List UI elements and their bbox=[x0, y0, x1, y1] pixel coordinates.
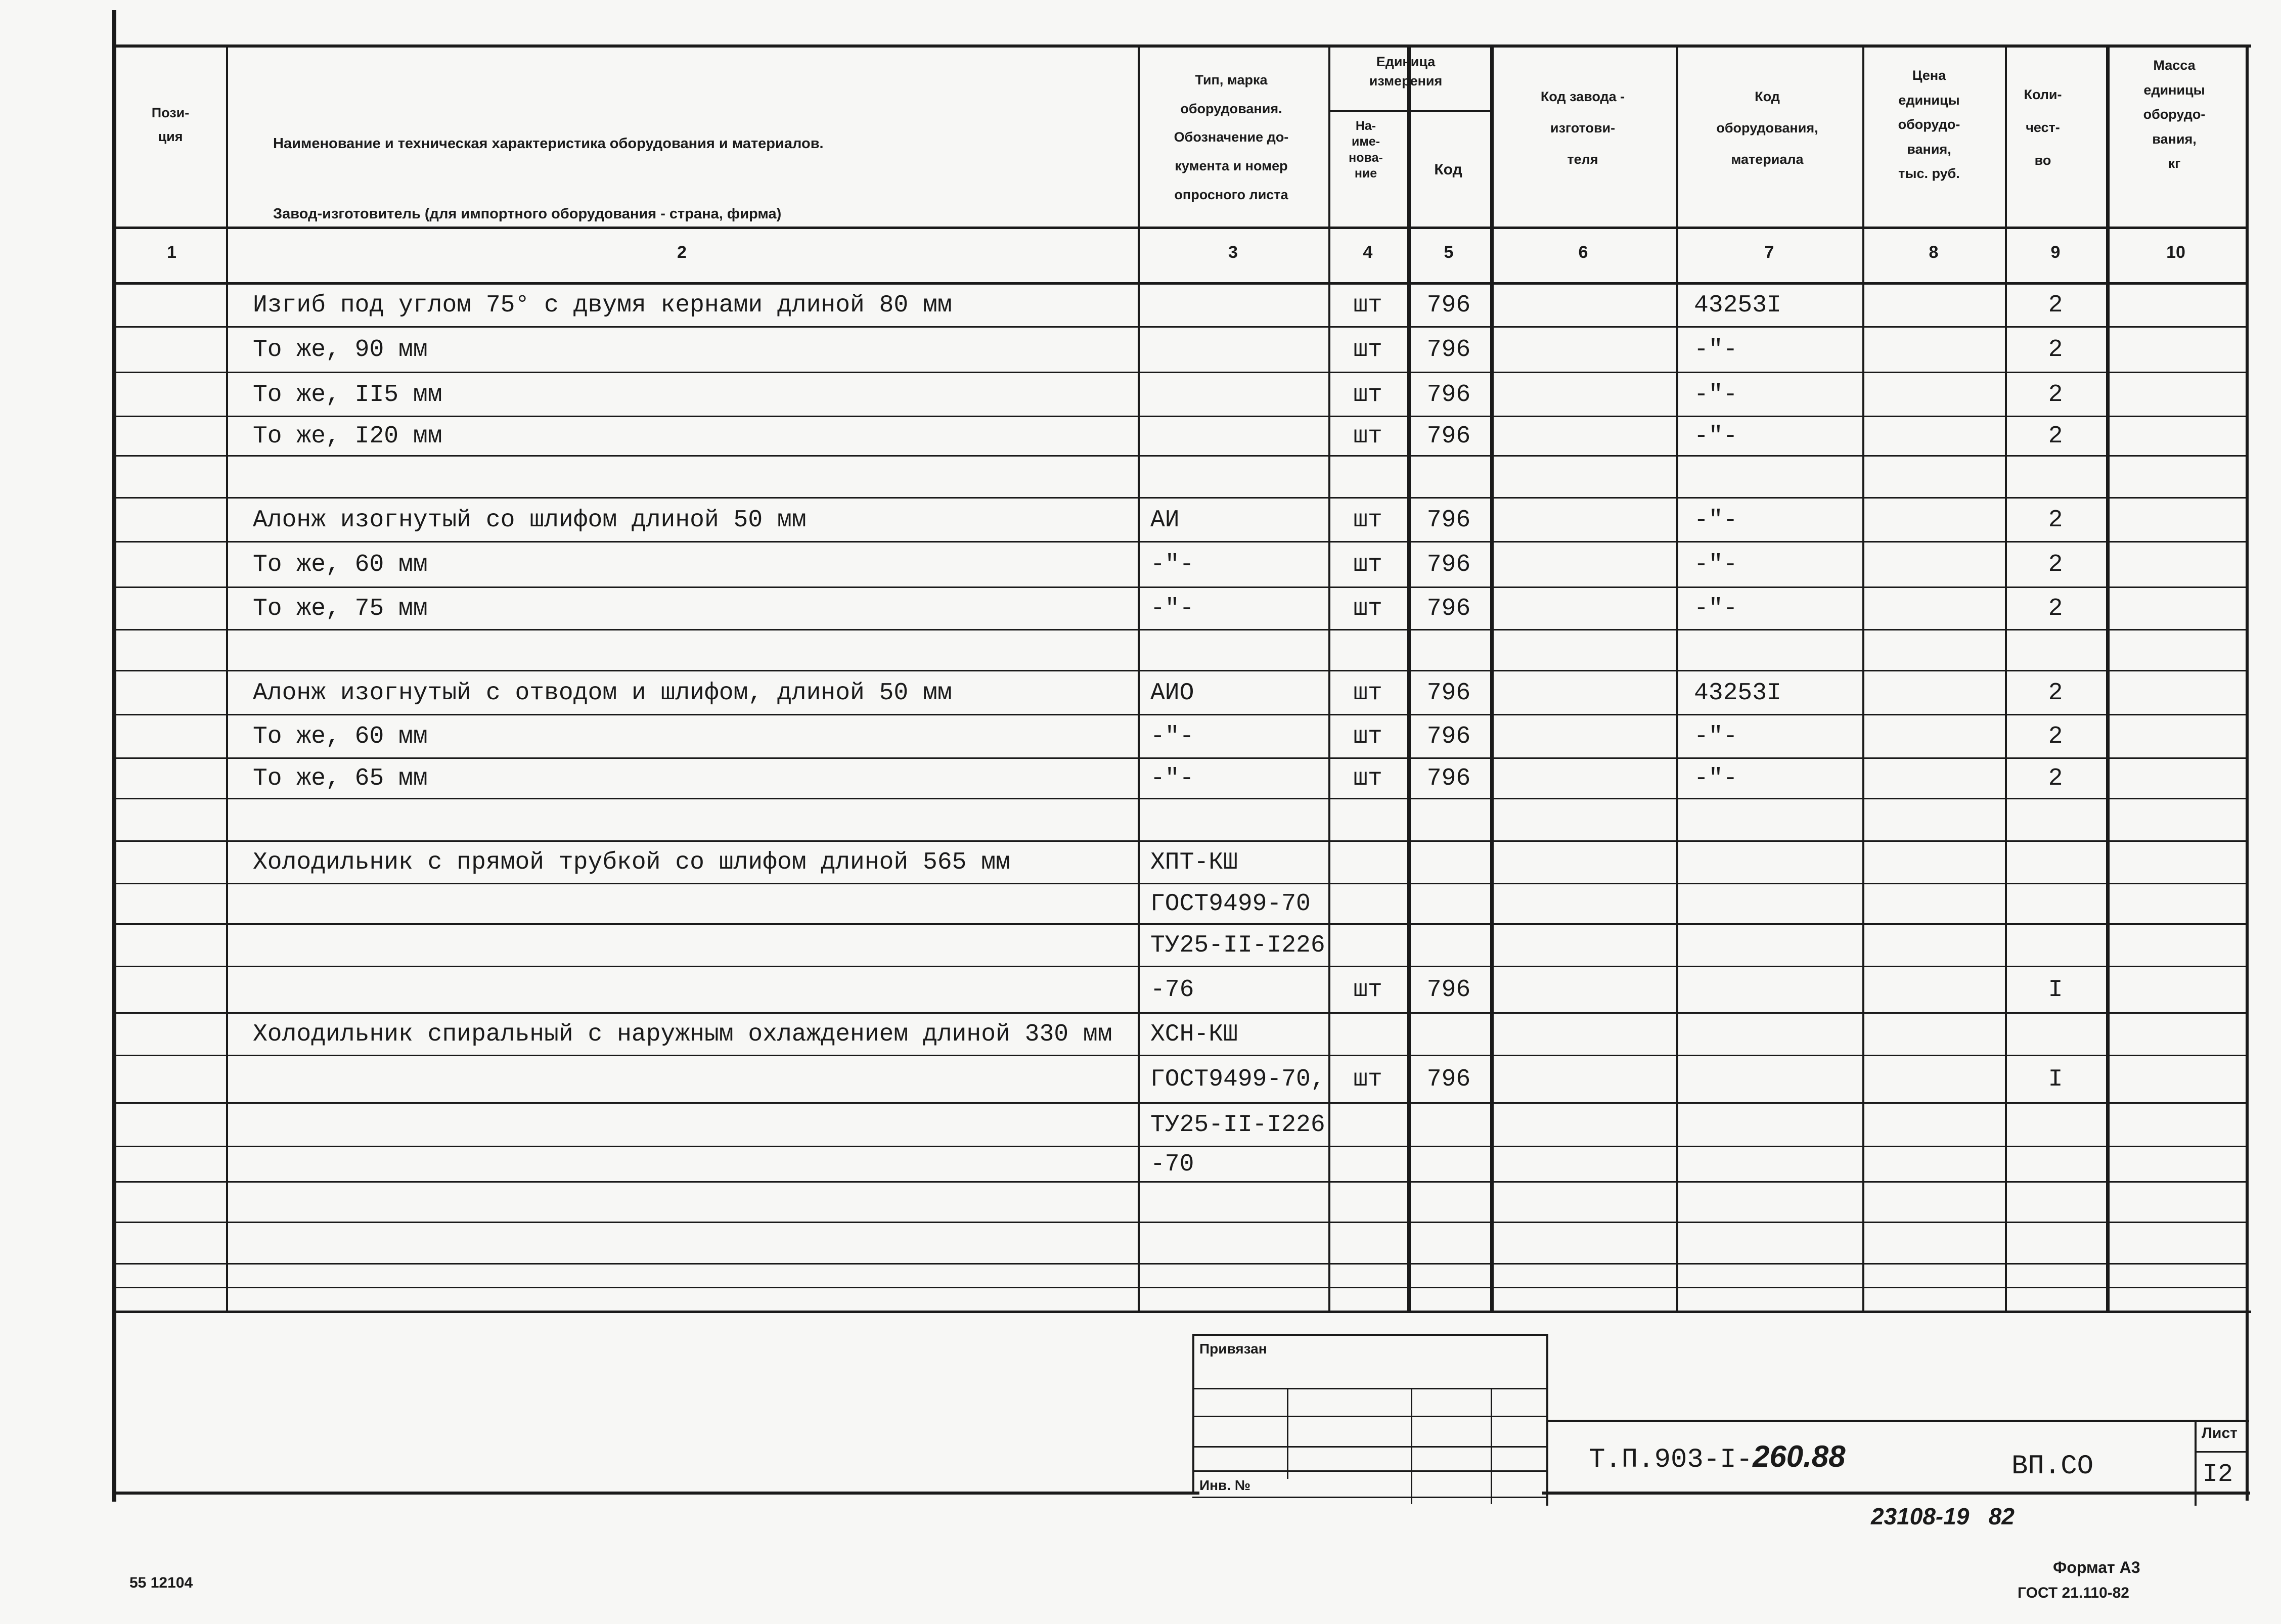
row-divider bbox=[116, 923, 2246, 925]
row-divider bbox=[116, 497, 2246, 499]
stamp-inv-no: Инв. № bbox=[1199, 1477, 1251, 1493]
header-quantity: Коли- чест- во bbox=[2024, 87, 2062, 168]
row-quantity: 2 bbox=[2048, 336, 2063, 364]
row-name: То же, I20 мм bbox=[253, 423, 442, 450]
row-unit: шт bbox=[1353, 291, 1382, 319]
row-divider bbox=[116, 1012, 2246, 1014]
stamp-line bbox=[1192, 1497, 1546, 1498]
row-type: АИО bbox=[1150, 679, 1194, 707]
row-unit-code: 796 bbox=[1426, 723, 1471, 750]
archive-number bbox=[1871, 1503, 2015, 1530]
row-divider bbox=[116, 966, 2246, 967]
row-divider bbox=[116, 629, 2246, 630]
row-unit: шт bbox=[1353, 551, 1382, 578]
column-number: 1 bbox=[167, 243, 176, 262]
row-name: Холодильник спиральный с наружным охлаждением длиной 330 мм bbox=[253, 1021, 1112, 1048]
row-name: Холодильник с прямой трубкой со шлифом длиной 565 мм bbox=[253, 849, 1010, 876]
document-number-prefix: Т.П.903-I- bbox=[1589, 1445, 1753, 1475]
row-unit-code: 796 bbox=[1426, 423, 1471, 450]
format-label: Формат А3 bbox=[2053, 1558, 2140, 1576]
row-quantity: 2 bbox=[2048, 679, 2063, 707]
frame-right-border bbox=[2246, 44, 2249, 1501]
row-unit-code: 796 bbox=[1426, 1066, 1471, 1093]
header-price: Цена единицы оборудо- вания, тыс. руб. bbox=[1898, 68, 1960, 182]
column-number: 9 bbox=[2050, 243, 2061, 262]
row-name: То же, II5 мм bbox=[253, 381, 442, 409]
stamp-line bbox=[1491, 1388, 1492, 1504]
row-material-code: -"- bbox=[1694, 595, 1738, 622]
row-quantity: 2 bbox=[2048, 506, 2063, 534]
row-quantity: 2 bbox=[2048, 381, 2063, 409]
header-unit-code: Код bbox=[1434, 161, 1462, 178]
document-number bbox=[1589, 1439, 1846, 1475]
header-unit: Единица измерения bbox=[1369, 54, 1443, 88]
column-divider bbox=[1490, 44, 1494, 1311]
row-material-code: -"- bbox=[1694, 551, 1738, 578]
header-material-code: Код оборудования, материала bbox=[1716, 89, 1818, 167]
row-quantity: 2 bbox=[2048, 423, 2063, 450]
header-mass: Масса единицы оборудо- вания, кг bbox=[2143, 58, 2206, 171]
document-number-suffix: 260.88 bbox=[1753, 1439, 1846, 1473]
row-unit-code: 796 bbox=[1426, 381, 1471, 409]
row-divider bbox=[116, 670, 2246, 671]
row-type: ХСН-КШ bbox=[1150, 1021, 1238, 1048]
row-unit-code: 796 bbox=[1426, 291, 1471, 319]
row-divider bbox=[116, 757, 2246, 759]
row-material-code: -"- bbox=[1694, 336, 1738, 364]
row-unit-code: 796 bbox=[1426, 595, 1471, 622]
archive-number-value: 23108-19 bbox=[1871, 1503, 1970, 1529]
stamp-line bbox=[1192, 1446, 1546, 1448]
row-material-code: -"- bbox=[1694, 381, 1738, 409]
row-quantity: 2 bbox=[2048, 723, 2063, 750]
row-type: -76 bbox=[1150, 976, 1194, 1004]
header-unit-name: На- име- нова- ние bbox=[1349, 119, 1383, 181]
column-number: 10 bbox=[2166, 243, 2185, 262]
row-type: ТУ25-II-I226 bbox=[1150, 1111, 1325, 1139]
column-divider bbox=[1328, 44, 1330, 1311]
row-type: ТУ25-II-I226 bbox=[1150, 932, 1325, 959]
row-unit-code: 796 bbox=[1426, 765, 1471, 792]
row-divider bbox=[116, 798, 2246, 799]
row-divider bbox=[116, 541, 2246, 543]
header-position: Пози- ция bbox=[151, 105, 190, 145]
table-bottom-border bbox=[112, 1311, 2251, 1313]
row-unit: шт bbox=[1353, 336, 1382, 364]
row-name: То же, 65 мм bbox=[253, 765, 428, 792]
header-name bbox=[273, 91, 1133, 267]
row-name: То же, 60 мм bbox=[253, 723, 428, 750]
row-unit: шт bbox=[1353, 765, 1382, 792]
print-code: 55 12104 bbox=[129, 1574, 193, 1591]
frame-bottom-border bbox=[1542, 1492, 2250, 1495]
row-unit: шт bbox=[1353, 679, 1382, 707]
stamp-line bbox=[1192, 1470, 1546, 1472]
row-material-code: -"- bbox=[1694, 506, 1738, 534]
row-unit-code: 796 bbox=[1426, 551, 1471, 578]
row-type: ХПТ-КШ bbox=[1150, 849, 1238, 876]
row-divider bbox=[116, 372, 2246, 373]
column-number: 4 bbox=[1363, 243, 1373, 262]
row-name: То же, 90 мм bbox=[253, 336, 428, 364]
row-type: -70 bbox=[1150, 1151, 1194, 1178]
row-material-code: 43253I bbox=[1694, 679, 1781, 707]
row-unit-code: 796 bbox=[1426, 506, 1471, 534]
row-divider bbox=[116, 416, 2246, 417]
column-divider bbox=[226, 44, 228, 1311]
frame-bottom-border bbox=[112, 1492, 1199, 1495]
row-quantity: 2 bbox=[2048, 291, 2063, 319]
column-number: 6 bbox=[1578, 243, 1588, 262]
row-type: -"- bbox=[1150, 765, 1194, 792]
stamp-line bbox=[2195, 1420, 2197, 1506]
row-divider bbox=[116, 1181, 2246, 1183]
stamp-line bbox=[1546, 1420, 2249, 1422]
row-divider bbox=[116, 1222, 2246, 1223]
header-name-line2: Завод-изготовитель (для импортного оборудования - страна, фирма) bbox=[273, 205, 782, 222]
stamp-line bbox=[1192, 1334, 1546, 1336]
unit-subheader-line bbox=[1328, 110, 1490, 112]
row-divider bbox=[116, 1102, 2246, 1104]
frame-top-border bbox=[112, 44, 2251, 48]
row-unit: шт bbox=[1353, 723, 1382, 750]
row-divider bbox=[116, 714, 2246, 715]
frame-left-border bbox=[112, 10, 116, 1502]
row-divider bbox=[116, 840, 2246, 842]
row-type: -"- bbox=[1150, 723, 1194, 750]
row-unit: шт bbox=[1353, 595, 1382, 622]
row-divider bbox=[116, 1263, 2246, 1265]
row-name: Алонж изогнутый с отводом и шлифом, длиной 50 мм bbox=[253, 679, 952, 707]
column-divider bbox=[2106, 44, 2110, 1311]
row-type: -"- bbox=[1150, 551, 1194, 578]
row-quantity: 2 bbox=[2048, 551, 2063, 578]
row-quantity: I bbox=[2048, 1066, 2063, 1093]
row-name: То же, 75 мм bbox=[253, 595, 428, 622]
row-type: АИ bbox=[1150, 506, 1180, 534]
row-type: -"- bbox=[1150, 595, 1194, 622]
column-number: 7 bbox=[1764, 243, 1774, 262]
gost-label: ГОСТ 21.110-82 bbox=[2018, 1585, 2129, 1601]
column-number: 8 bbox=[1929, 243, 1939, 262]
row-quantity: 2 bbox=[2048, 595, 2063, 622]
sheet-number: I2 bbox=[2203, 1460, 2233, 1489]
stamp-privyazan: Привязан bbox=[1199, 1341, 1267, 1357]
row-name: То же, 60 мм bbox=[253, 551, 428, 578]
row-material-code: -"- bbox=[1694, 765, 1738, 792]
column-divider bbox=[1676, 44, 1678, 1311]
stamp-line bbox=[1287, 1388, 1288, 1479]
stamp-line bbox=[2195, 1451, 2248, 1453]
row-unit: шт bbox=[1353, 506, 1382, 534]
row-unit: шт bbox=[1353, 381, 1382, 409]
header-type: Тип, марка оборудования. Обозначение до- кумента и номер опросного листа bbox=[1174, 72, 1289, 202]
stamp-line bbox=[1192, 1416, 1546, 1417]
column-divider bbox=[1138, 44, 1140, 1311]
sheet-code: ВП.СО bbox=[2011, 1451, 2094, 1482]
stamp-line bbox=[1192, 1388, 1546, 1389]
column-divider bbox=[1862, 44, 1864, 1311]
sheet-label: Лист bbox=[2202, 1425, 2238, 1441]
row-type: ГОСТ9499-70 bbox=[1150, 890, 1311, 918]
row-quantity: I bbox=[2048, 976, 2063, 1004]
row-unit: шт bbox=[1353, 423, 1382, 450]
archive-page: 82 bbox=[1988, 1503, 2015, 1529]
row-divider bbox=[116, 455, 2246, 457]
stamp-line bbox=[1192, 1334, 1194, 1492]
column-number: 2 bbox=[677, 243, 687, 262]
row-material-code: -"- bbox=[1694, 723, 1738, 750]
row-name: Алонж изогнутый со шлифом длиной 50 мм bbox=[253, 506, 807, 534]
row-type: ГОСТ9499-70, bbox=[1150, 1066, 1325, 1093]
row-unit: шт bbox=[1353, 976, 1382, 1004]
row-unit-code: 796 bbox=[1426, 679, 1471, 707]
row-material-code: 43253I bbox=[1694, 291, 1781, 319]
row-divider bbox=[116, 1146, 2246, 1147]
column-number: 5 bbox=[1444, 243, 1454, 262]
row-material-code: -"- bbox=[1694, 423, 1738, 450]
row-divider bbox=[116, 326, 2246, 328]
header-name-line1: Наименование и техническая характеристика оборудования и материалов. bbox=[273, 135, 824, 152]
number-row-bottom-line bbox=[116, 282, 2246, 285]
row-name: Изгиб под углом 75° с двумя кернами длиной 80 мм bbox=[253, 291, 952, 319]
row-unit: шт bbox=[1353, 1066, 1382, 1093]
row-quantity: 2 bbox=[2048, 765, 2063, 792]
column-divider bbox=[2005, 44, 2007, 1311]
row-unit-code: 796 bbox=[1426, 976, 1471, 1004]
row-divider bbox=[116, 587, 2246, 588]
header-factory-code: Код завода - изготови- теля bbox=[1540, 89, 1625, 167]
stamp-line bbox=[1411, 1388, 1412, 1504]
row-divider bbox=[116, 1287, 2246, 1288]
column-divider bbox=[1407, 44, 1411, 1311]
row-unit-code: 796 bbox=[1426, 336, 1471, 364]
row-divider bbox=[116, 883, 2246, 884]
row-divider bbox=[116, 1055, 2246, 1056]
column-number: 3 bbox=[1228, 243, 1238, 262]
